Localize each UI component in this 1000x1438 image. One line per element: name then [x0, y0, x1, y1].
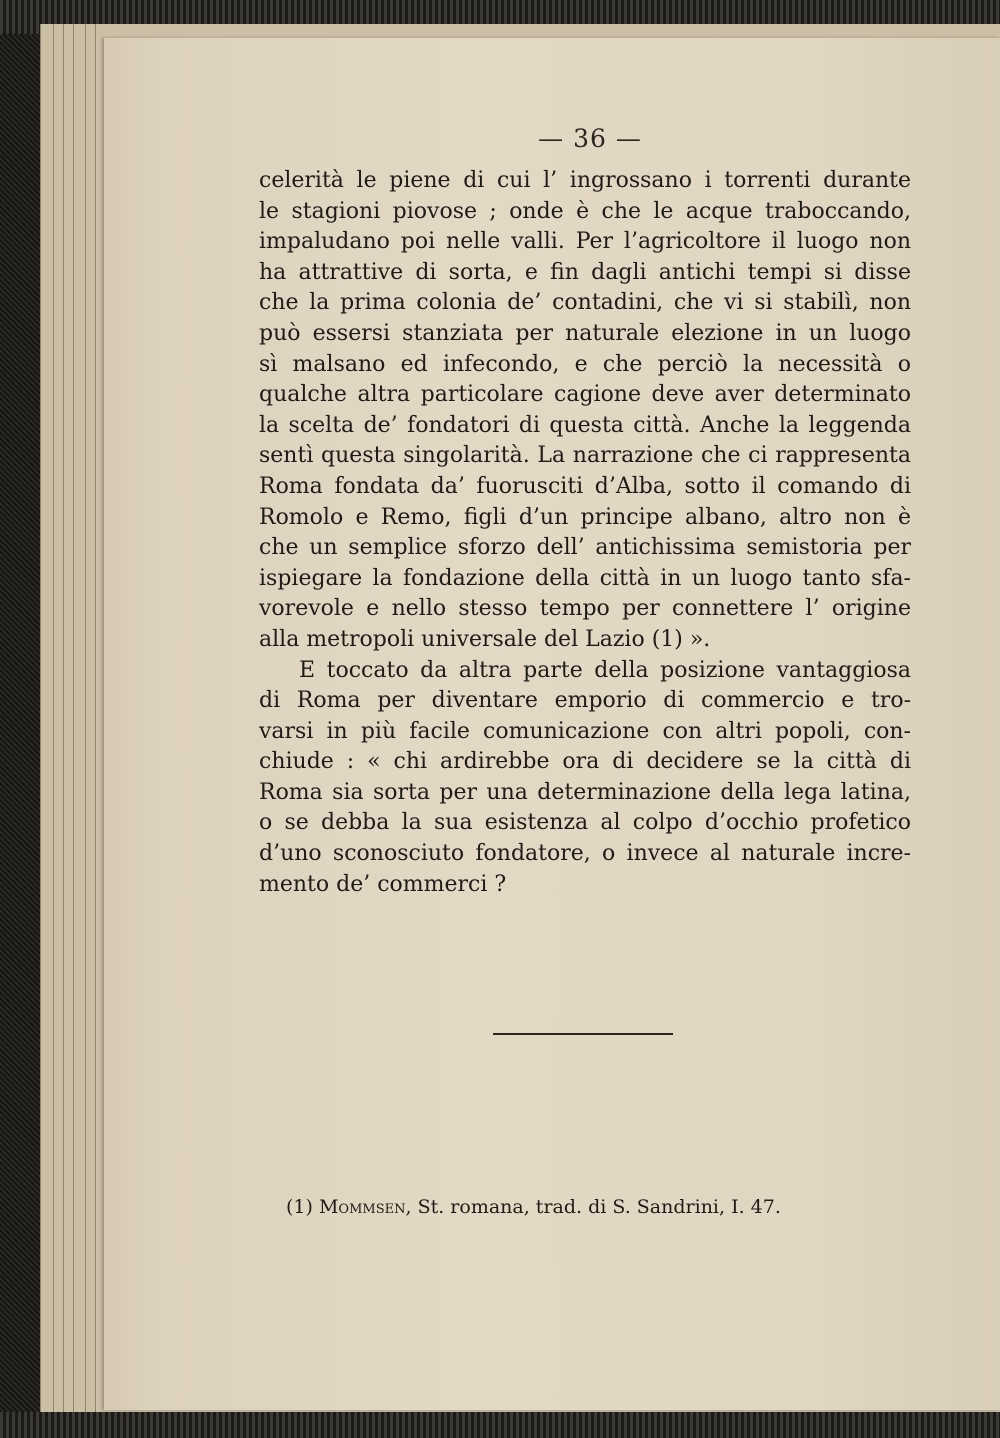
text-line: Roma fondata da’ fuorusciti d’Alba, sotto il comando di [259, 473, 911, 499]
text-line: di Roma per diventare emporio di commercio e tro- [259, 688, 911, 714]
text-line: celerità le piene di cui l’ ingrossano i torrenti durante [259, 168, 911, 193]
footnote-citation: , St. romana, trad. di S. Sandrini, I. 47. [405, 1196, 781, 1218]
text-line: alla metropoli universale del Lazio (1) ». [259, 626, 711, 652]
text-line: Roma sia sorta per una determinazione della lega latina, [259, 779, 911, 805]
text-line: E toccato da altra parte della posizione vantaggiosa [299, 657, 911, 683]
text-line: la scelta de’ fondatori di questa città. Anche la leggenda [259, 412, 911, 438]
book-cover-bottom-edge [0, 1412, 1000, 1438]
text-line: ha attrattive di sorta, e fin dagli antichi tempi si disse [259, 259, 911, 285]
text-line: che la prima colonia de’ contadini, che vi si stabilì, non [259, 290, 911, 316]
text-line: ispiegare la fondazione della città in un luogo tanto sfa- [259, 565, 911, 591]
footnote-separator-rule [493, 1033, 673, 1035]
text-line: mento de’ commerci ? [259, 871, 507, 897]
text-line: le stagioni piovose ; onde è che le acque traboccando, [259, 198, 911, 224]
body-text [259, 166, 911, 900]
text-line: può essersi stanziata per naturale elezione in un luogo [259, 320, 911, 346]
text-line: che un semplice sforzo dell’ antichissima semistoria per [259, 535, 911, 561]
text-line: sentì questa singolarità. La narrazione che ci rappresenta [259, 443, 911, 469]
page-edge-line [53, 24, 54, 1414]
text-line: o se debba la sua esistenza al colpo d’occhio profetico [259, 810, 911, 836]
footnote [286, 1196, 781, 1218]
page-number: — 36 — [538, 124, 642, 153]
page-edge-line [63, 24, 64, 1414]
page-edge-line [85, 24, 86, 1414]
text-line: Romolo e Remo, figli d’un principe albano, altro non è [259, 504, 911, 530]
footnote-marker: (1) [286, 1196, 313, 1218]
text-line: varsi in più facile comunicazione con altri popoli, con- [259, 718, 911, 744]
text-line: sì malsano ed infecondo, e che perciò la necessità o [259, 351, 911, 377]
text-line: vorevole e nello stesso tempo per connettere l’ origine [259, 596, 911, 622]
page-edge-line [95, 24, 96, 1414]
text-line: chiude : « chi ardirebbe ora di decidere se la città di [259, 749, 911, 775]
text-line: impaludano poi nelle valli. Per l’agricoltore il luogo non [259, 229, 911, 255]
footnote-author: Mommsen [318, 1196, 406, 1218]
page-edge-line [73, 24, 74, 1414]
text-line: d’uno sconosciuto fondatore, o invece al naturale incre- [259, 841, 911, 867]
text-line: qualche altra particolare cagione deve aver determinato [259, 382, 911, 408]
